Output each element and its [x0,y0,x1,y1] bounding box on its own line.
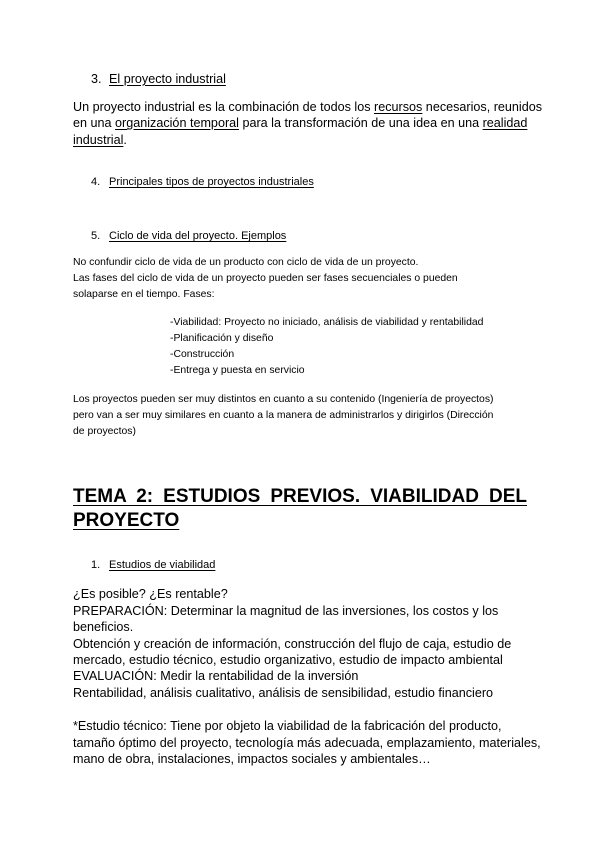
phase-item: -Viabilidad: Proyecto no iniciado, análisis de viabilidad y rentabilidad [170,317,484,328]
paragraph-line [73,117,527,130]
text-run: en una [73,116,116,130]
paragraph-line: EVALUACIÓN: Medir la rentabilidad de la inversión [73,669,359,683]
paragraph-line: ¿Es posible? ¿Es rentable? [73,587,228,601]
underlined-term: organización temporal [115,116,239,130]
paragraph-line: Las fases del ciclo de vida de un proyecto pueden ser fases secuenciales o pueden [73,273,458,284]
paragraph-line: beneficios. [73,620,134,634]
paragraph-line: Rentabilidad, análisis cualitativo, análisis de sensibilidad, estudio financiero [73,686,494,700]
paragraph-line: Los proyectos pueden ser muy distintos en cuanto a su contenido (Ingeniería de proyectos) [73,394,494,405]
underlined-term: recursos [374,100,423,114]
paragraph-line: mercado, estudio técnico, estudio organizativo, estudio de impacto ambiental [73,653,503,667]
chapter-title-line: PROYECTO [73,510,180,531]
text-run: Un proyecto industrial es la combinación de todos los [73,100,375,114]
phase-item: -Planificación y diseño [170,333,274,344]
underlined-term: realidad [482,116,528,130]
section-heading-proyecto-industrial: El proyecto industrial [109,72,226,86]
paragraph-line: pero van a ser muy similares en cuanto a la manera de administrarlos y dirigirlos (Dirección [73,410,494,421]
list-number: 4. [91,176,101,188]
paragraph-line: *Estudio técnico: Tiene por objeto la viabilidad de la fabricación del producto, [73,719,502,733]
paragraph-line: No confundir ciclo de vida de un producto con ciclo de vida de un proyecto. [73,257,419,268]
paragraph-line: de proyectos) [73,426,136,437]
section-heading-tipos-proyectos: Principales tipos de proyectos industriales [109,176,314,188]
paragraph-line: Obtención y creación de información, construcción del flujo de caja, estudio de [73,637,512,651]
section-heading-estudios-viabilidad: Estudios de viabilidad [109,559,216,571]
chapter-title-line: TEMA 2: ESTUDIOS PREVIOS. VIABILIDAD DEL [73,486,527,507]
list-number: 5. [91,230,101,242]
underlined-term: industrial [73,133,124,147]
list-number: 1. [91,559,101,571]
paragraph-line: solaparse en el tiempo. Fases: [73,289,215,300]
phase-item: -Entrega y puesta en servicio [170,365,305,376]
paragraph-line: mano de obra, instalaciones, impactos sociales y ambientales… [73,752,431,766]
text-run: . [123,133,127,147]
paragraph-line [73,101,542,114]
phase-item: -Construcción [170,349,235,360]
paragraph-line: tamaño óptimo del proyecto, tecnología más adecuada, emplazamiento, materiales, [73,736,541,750]
paragraph-line [73,134,127,147]
text-run: para la transformación de una idea en una [238,116,483,130]
section-heading-ciclo-vida: Ciclo de vida del proyecto. Ejemplos [109,230,287,242]
paragraph-line: PREPARACIÓN: Determinar la magnitud de las inversiones, los costos y los [73,604,499,618]
text-run: necesarios, reunidos [422,100,543,114]
list-number: 3. [91,72,102,86]
